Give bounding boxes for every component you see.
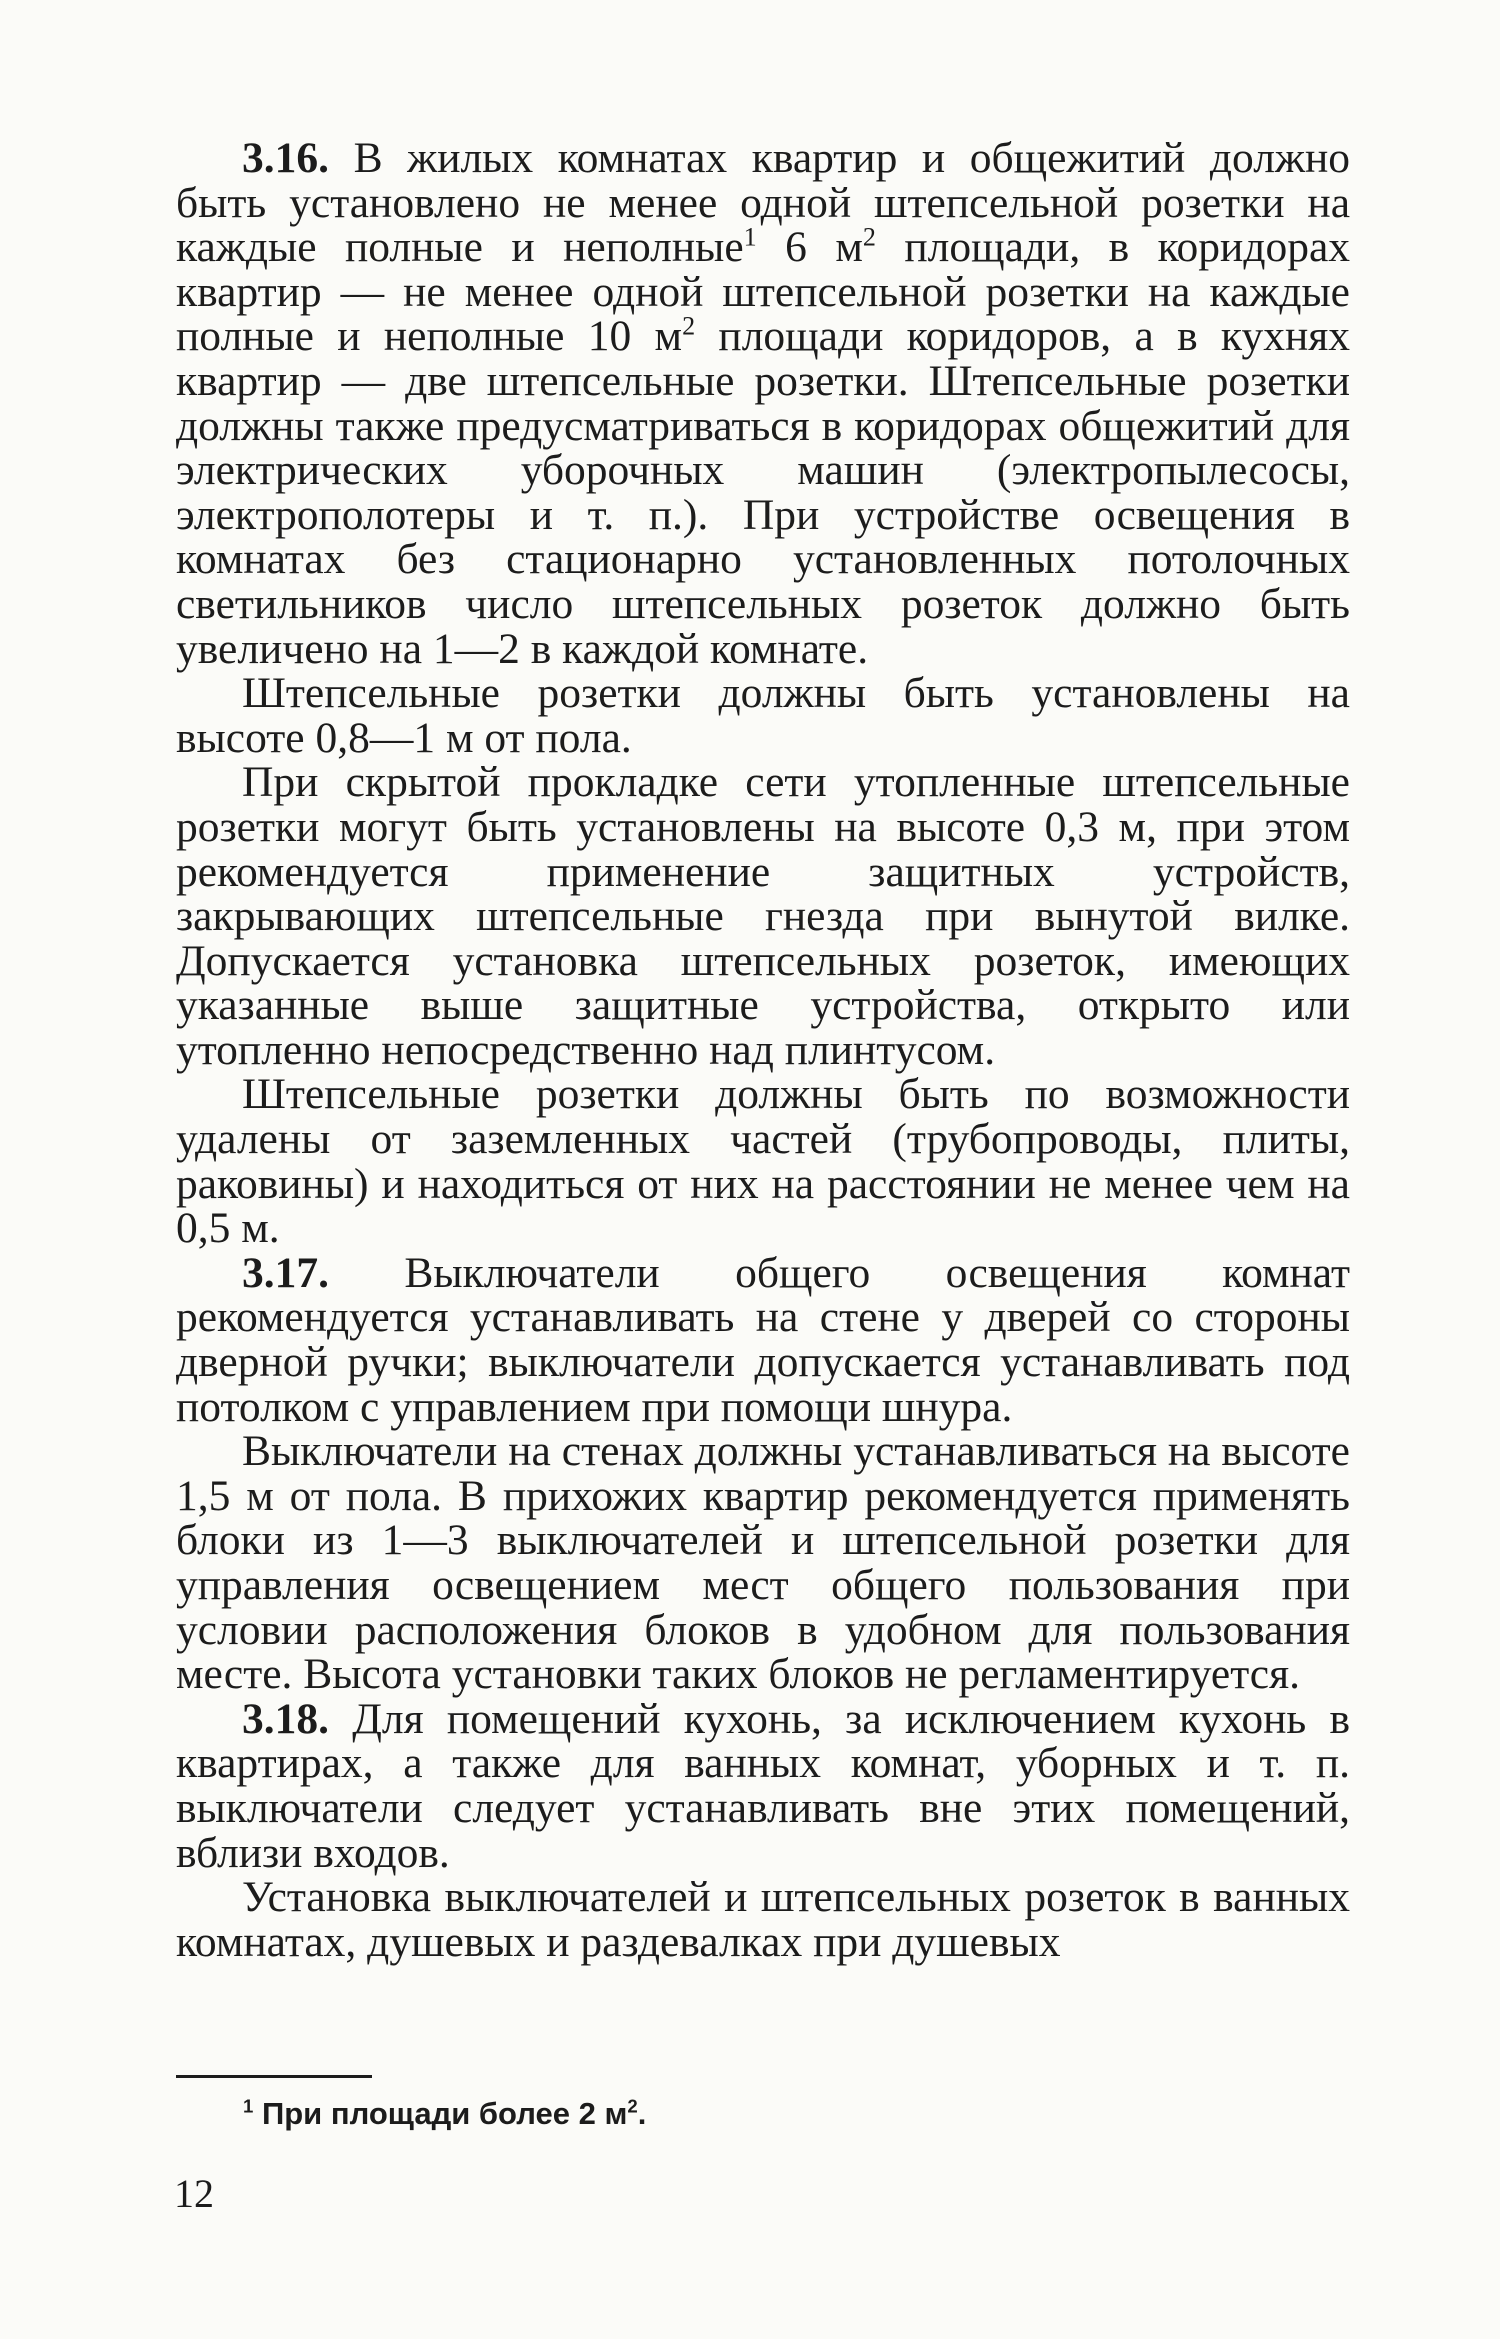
exponent: 2 bbox=[862, 222, 876, 252]
footnote bbox=[243, 2094, 646, 2134]
footnote-reference: 1 bbox=[743, 222, 757, 252]
paragraph-text: В жилых комнатах квартир и общежитий должно быть установлено не менее одной штепсельной розетки на каждые полные и неполные bbox=[176, 134, 1350, 272]
paragraph-text: Для помещений кухонь, за исключением кухонь в квартирах, а также для ванных комнат, уборных и т. п. выключатели следует устанавливать вне этих помещений, вблизи входов. bbox=[176, 1694, 1350, 1877]
paragraph-text: площади, в коридорах квартир — не менее одной штепсельной розетки на каждые полные и неполные 10 м bbox=[176, 223, 1351, 361]
footnote-divider bbox=[176, 2075, 372, 2078]
paragraph: Штепсельные розетки должны быть установлены на высоте 0,8—1 м от пола. bbox=[176, 669, 1350, 762]
body-text bbox=[176, 136, 1350, 1964]
page-number: 12 bbox=[174, 2171, 214, 2216]
paragraph-3-18 bbox=[176, 1694, 1350, 1877]
section-number: 3.16. bbox=[242, 134, 329, 182]
paragraph: При скрытой прокладке сети утопленные штепсельные розетки могут быть установлены на высоте 0,3 м, при этом рекомендуется применение защитных устройств, закрывающих штепсельные гнезда при вынутой вилке. Допускается установка штепсельных розеток, имеющих указанные выше защитные устройства, открыто или утопленно непосредственно над плинтусом. bbox=[176, 758, 1350, 1074]
paragraph-text: площади коридоров, а в кухнях квартир — две штепсельные розетки. Штепсельные розетки должны также предусматриваться в коридорах общежитий для электрических уборочных машин (электропылесосы, электрополотеры и т. п.). При устройстве освещения в комнатах без стационарно установленных потолочных светильников число штепсельных розеток должно быть увеличено на 1—2 в каждой комнате. bbox=[176, 312, 1350, 673]
footnote-end: . bbox=[637, 2096, 647, 2131]
paragraph: Установка выключателей и штепсельных розеток в ванных комнатах, душевых и раздевалках при душевых bbox=[176, 1873, 1350, 1966]
paragraph-3-16 bbox=[176, 136, 1350, 671]
paragraph: Штепсельные розетки должны быть по возможности удалены от заземленных частей (трубопроводы, плиты, раковины) и находиться от них на расстоянии не менее чем на 0,5 м. bbox=[176, 1070, 1350, 1253]
footnote-mark: 1 bbox=[243, 2095, 254, 2117]
exponent: 2 bbox=[682, 311, 696, 341]
paragraph: Выключатели на стенах должны устанавливаться на высоте 1,5 м от пола. В прихожих квартир рекомендуется применять блоки из 1—3 выключателей и штепсельной розетки для управления освещением мест общего пользования при условии расположения блоков в удобном для пользования месте. Высота установки таких блоков не регламентируется. bbox=[176, 1427, 1350, 1699]
exponent: 2 bbox=[627, 2095, 638, 2117]
paragraph-text: Выключатели общего освещения комнат рекомендуется устанавливать на стене у дверей со стороны дверной ручки; выключатели допускается устанавливать под потолком с управлением при помощи шнура. bbox=[176, 1248, 1350, 1431]
footnote-text: При площади более 2 м bbox=[253, 2096, 628, 2131]
section-number: 3.17. bbox=[242, 1248, 329, 1297]
section-number: 3.18. bbox=[242, 1694, 329, 1743]
paragraph-3-17 bbox=[176, 1248, 1350, 1431]
paragraph-text: 6 м bbox=[756, 223, 863, 272]
